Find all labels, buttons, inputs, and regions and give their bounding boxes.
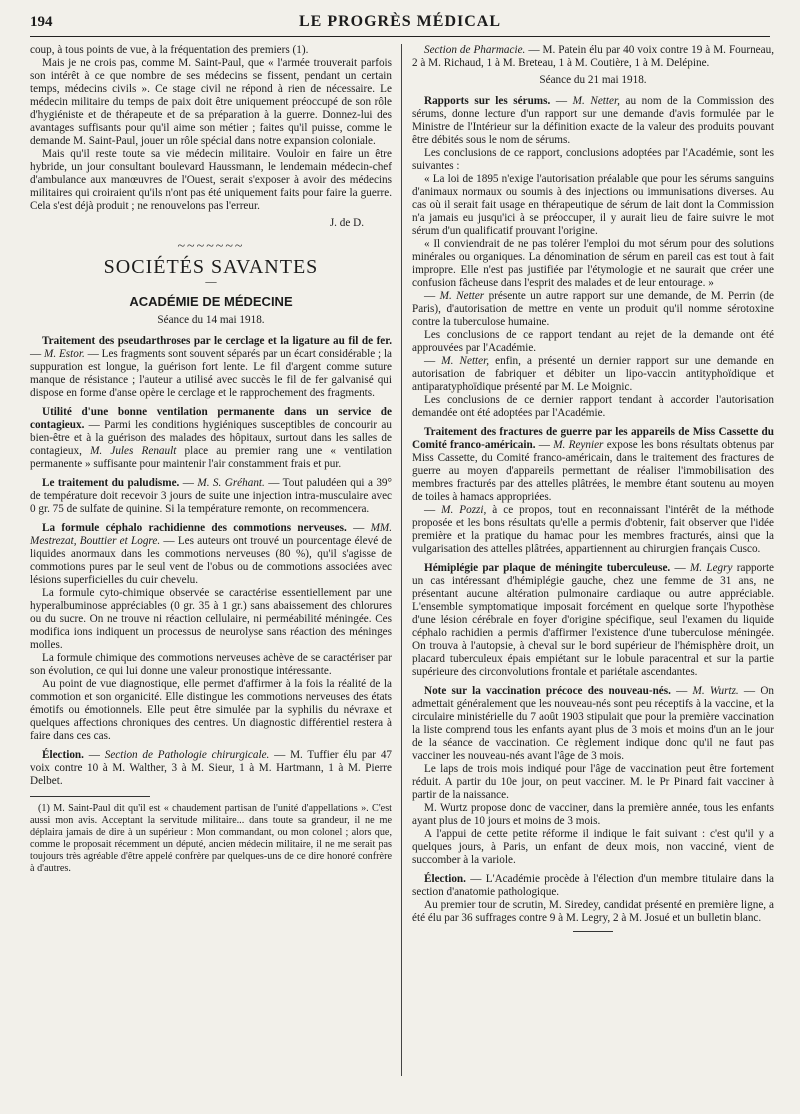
paragraph: Les conclusions de ce rapport tendant au rejet de la demande ont été approuvées par l'Académie. <box>412 329 774 354</box>
article-author: M. Estor. <box>44 348 85 360</box>
paragraph: A l'appui de cette petite réforme il indique le fait suivant : c'est qu'il y a quelques jours, à Paris, un enfant de deux mois, non vacciné, vient de succomber à la variole. <box>412 828 774 866</box>
article: Hémiplégie par plaque de méningite tuberculeuse. — M. Legry rapporte un cas intéressant d'hémiplégie gauche, chez une femme de 31 ans, ne présentant aucune altération pulmonaire cardiaque ou autre appréciable. L'ensemble symptomatique imposait forcément en quelque sorte l'hypothèse d'une lésion cérébrale en foyer d'origine spécifique, seul l'examen du liquide céphalo rachidien a permis d'affirmer l'existence d'une tuberculose méningée. On trouva à l'autopsie, à cheval sur le bord supérieur de l'hémisphère droit, un placard tuberculeux épais empiétant sur le lobule paracentral et sur la partie supérieure des circonvolutions frontale et pariétale ascendantes. <box>412 562 775 678</box>
article-text: Les fragments sont souvent séparés par un écart considérable ; la suppuration est longue, la guérison fort lente. Le fil d'argent comme suture manque de résistance ; l'auteur a utilisé avec succès le fil de fer galvanisé qui dispose en forme d'anse opère le cerclage et le rapprochement des fragments. <box>30 348 393 399</box>
article-text: Tout paludéen qui a 39° de température doit recevoir 3 jours de suite une injection intra-musculaire avec 0 gr. 75 de sulfate de quinine. Si la température remonte, on recommencera. <box>30 477 392 515</box>
article: Rapports sur les sérums. — M. Netter, au nom de la Commission des sérums, donne lecture d'un rapport sur une demande d'avis formulée par le Ministre de l'Intérieur sur la définition exacte de la valeur des produits pouvant être débités sous le nom de sérums. <box>412 95 775 146</box>
article-author: M. Legry <box>689 562 733 574</box>
article-text: Parmi les conditions hygiéniques susceptibles de concourir au bien-être et à la guérison des malades des hôpitaux, surtout dans les salles de contagieux, <box>30 419 392 457</box>
article-title: La formule céphalo rachidienne des commotions nerveuses. <box>42 522 347 534</box>
paragraph: Au premier tour de scrutin, M. Siredey, candidat présenté en première ligne, a été élu par 36 suffrages contre 9 à M. Legry, 2 à M. Josué et un bulletin blanc. <box>412 899 774 924</box>
paragraph: Mais je ne crois pas, comme M. Saint-Paul, que « l'armée trouverait parfois son intérêt à ce que nombre de ses médecins se fissent, pendant un certain temps, médecins civils ». Ce stage civil ne répond à rien de nécessaire. Le médecin militaire du temps de paix doit être uniquement préoccupé de son rôle d'hygiéniste et de thérapeute et de sa préparation à la guerre. Donnez-lui des avantages suffisants pour qu'il aime son métier ; faites qu'il puisse, comme le demande M. Saint-Paul, jouer un rôle spécial dans notre expansion coloniale. <box>30 57 392 147</box>
paragraph: « Il conviendrait de ne pas tolérer l'emploi du mot sérum pour des solutions minérales ou organiques. La dénomination de sérum en pareil cas est tout à fait impropre. Elle n'est pas justifiée par l'étymologie et ne saurait que créer une confusion fâcheuse dans l'esprit des malades et de leur entourage. » <box>412 238 774 289</box>
paragraph: coup, à tous points de vue, à la fréquentation des premiers (1). <box>30 44 309 56</box>
signature: J. de D. <box>329 217 364 229</box>
article-title: Traitement des pseudarthroses par le cerclage et la ligature au fil de fer. <box>42 335 392 347</box>
article-text: à ce propos, tout en reconnaissant l'intérêt de la méthode proposée et les bons résultats qu'elle a permis d'obtenir, fait observer que l'idée première et la pratique du hamac pour les membres fracturés, ainsi que la vulgarisation des attelles plâtrées, appartiennent au chirurgien français Cusco. <box>412 504 774 555</box>
article-text: rapporte un cas intéressant d'hémiplégie gauche, chez une femme de 31 ans, ne présentant aucune altération pulmonaire cardiaque ou autre appréciable. L'ensemble symptomatique imposait forcément en quelque sorte l'hypothèse d'une lésion cérébrale en foyer d'origine spécifique, seul l'examen du liquide céphalo rachidien a permis d'affirmer l'existence d'une tuberculose méningée. On trouva à l'autopsie, à cheval sur le bord supérieur de l'hémisphère droit, un placard tuberculeux épais empiétant sur le lobule paracentral et sur la partie supérieure des circonvolutions frontale et pariétale ascendantes. <box>412 562 775 678</box>
section-title: SOCIÉTÉS SAVANTES <box>103 256 319 278</box>
paragraph: Mais qu'il reste toute sa vie médecin militaire. Vouloir en faire un être hybride, un jour consultant boulevard Haussmann, le lendemain médecin-chef d'ambulance aux manœuvres de l'Ouest, serait s'exposer à avoir des médecins militaires qui croiraient qu'ils n'ont pas été uniquement faits pour faire la guerre. Cela s'est déjà produit ; ne renouvelons pas l'erreur. <box>30 148 392 212</box>
election: Élection. — L'Académie procède à l'élection d'un membre titulaire dans la section d'anatomie pathologique. <box>412 873 775 898</box>
election-label: Élection. <box>424 873 466 885</box>
ornament-divider: ~~~~~~~ <box>177 239 245 254</box>
article: — M. Netter présente un autre rapport sur une demande, de M. Perrin (de Paris), d'autorisation de mettre en vente un produit qu'il nomme sérotoxine contre la tuberculose humaine. <box>412 290 774 328</box>
article-author: MM. Mestrezat, Bouttier et Logre. <box>30 522 392 547</box>
left-column <box>30 44 392 875</box>
article-title: Hémiplégie par plaque de méningite tuberculeuse. <box>424 562 671 574</box>
column-divider <box>401 44 402 1076</box>
paragraph: La formule chimique des commotions nerveuses achève de se caractériser par son évolution, ce qui lui donne une valeur pronostique intéressante. <box>30 652 392 677</box>
election-text: M. Patein élu par 40 voix contre 19 à M. Fourneau, 2 à M. Richaud, 1 à M. Breteau, 1 à M. Coutière, 1 à M. Delépine. <box>412 44 775 69</box>
session-date: Séance du 21 mai 1918. <box>539 74 647 86</box>
article-author: M. S. Gréhant. <box>197 477 265 489</box>
article: Utilité d'une bonne ventilation permanente dans un service de contagieux. — Parmi les conditions hygiéniques susceptibles de concourir au bien-être et à la guérison des malades des hôpitaux, surtout dans les salles de contagieux, M. Jules Renault place au premier rang une « ventilation permanente » suffisante pour maintenir l'air constamment frais et pur. <box>30 406 393 470</box>
article-text: présente un autre rapport sur une demande, de M. Perrin (de Paris), d'autorisation de mettre en vente un produit qu'il nomme sérotoxine contre la tuberculose humaine. <box>412 290 774 328</box>
article-author: M. Pozzi, <box>441 504 487 516</box>
paragraph: « La loi de 1895 n'exige l'autorisation préalable que pour les sérums sanguins d'animaux normaux ou soumis à des injections ou immunisations diverses. Au cas où il serait fait usage en thérapeutique de sérum de lait dont la Commission n'a jamais eu jusqu'ici à se préoccuper, il y aurait lieu de faire suivre le mot sérum d'un qualificatif prouvant l'origine. <box>412 173 774 237</box>
article-author: M. Netter, <box>572 95 620 107</box>
election-label: Élection. <box>42 749 84 761</box>
article: Note sur la vaccination précoce des nouveau-nés. — M. Wurtz. — On admettait généralement que les nouveau-nés sont peu réceptifs à la vaccine, et la circulaire ministérielle du 7 août 1903 stipulait que pour la première vaccination la liste comprend tous les enfants ayant plus de 3 mois et moins d'un an le jour de la séance de vaccination. Ce règlement indique donc qu'il ne faut pas vacciner les nouveau-nés avant l'âge de 3 mois. <box>412 685 774 762</box>
article-title: Rapports sur les sérums. <box>424 95 551 107</box>
article: — M. Netter, enfin, a présenté un dernier rapport sur une demande en autorisation de fabriquer et débiter un lipo-vaccin antityphoïdique et antiparatyphoïdique présenté par M. Le Moignic. <box>412 355 775 393</box>
academy-title: ACADÉMIE DE MÉDECINE <box>129 294 293 309</box>
small-dash: — <box>205 276 217 288</box>
article-author: M. Jules Renault <box>90 445 177 457</box>
paragraph: Le laps de trois mois indiqué pour l'âge de vaccination peut être fortement réduit. A partir du 10e jour, on peut vacciner. M. le Pr Pinard fait vacciner à partir de la naissance. <box>412 763 774 801</box>
page-number: 194 <box>30 14 53 30</box>
article-text: enfin, a présenté un dernier rapport sur une demande en autorisation de fabriquer et débiter un lipo-vaccin antityphoïdique et antiparatyphoïdique présenté par M. Le Moignic. <box>412 355 775 393</box>
article-author: M. Netter, <box>441 355 490 367</box>
article-text: On admettait généralement que les nouveau-nés sont peu réceptifs à la vaccine, et la circulaire ministérielle du 7 août 1903 stipulait que pour la première vaccination la liste comprend tous les enfants ayant plus de 3 mois et moins d'un an le jour de la séance de vaccination. Ce règlement indique donc qu'il ne faut pas vacciner les nouveau-nés avant l'âge de 3 mois. <box>412 685 774 762</box>
article: Le traitement du paludisme. — M. S. Gréhant. — Tout paludéen qui a 39° de température doit recevoir 3 jours de suite une injection intra-musculaire avec 0 gr. 75 de sulfate de quinine. Si la température remonte, on recommencera. <box>30 477 392 515</box>
session-date: Séance du 14 mai 1918. <box>157 314 265 326</box>
article-title: Traitement des fractures de guerre par les appareils de Miss Cassette du Comité franco-américain. <box>412 426 774 451</box>
article-author: M. Reynier <box>553 439 604 451</box>
election: Élection. — Section de Pathologie chirurgicale. — M. Tuffier élu par 47 voix contre 10 à M. Walther, 3 à M. Sieur, 1 à M. Hartmann, 1 à M. Pierre Delbet. <box>30 749 393 787</box>
election-section: Section de Pathologie chirurgicale. <box>104 749 270 761</box>
article-author: M. Netter <box>439 290 485 302</box>
article-text: expose les bons résultats obtenus par Miss Cassette, du Comité franco-américain, dans le traitement des fractures de guerre au moyen d'appareils permettant de réaliser l'immobilisation des membres fracturés par des attelles plâtrées, le membre étant soutenu au moyen de toiles à hamacs appropriées. <box>412 439 775 503</box>
election-text: M. Tuffier élu par 47 voix contre 10 à M. Walther, 3 à M. Sieur, 1 à M. Hartmann, 1 à M. Pierre Delbet. <box>30 749 393 787</box>
footnote <box>30 803 392 875</box>
end-rule <box>573 931 613 932</box>
election-section: Section de Pharmacie. <box>424 44 526 56</box>
article: Traitement des fractures de guerre par les appareils de Miss Cassette du Comité franco-américain. — M. Reynier expose les bons résultats obtenus par Miss Cassette, du Comité franco-américain, dans le traitement des fractures de guerre au moyen d'appareils permettant de réaliser l'immobilisation des membres fracturés par des attelles plâtrées, le membre étant soutenu au moyen de toiles à hamacs appropriées. <box>412 426 775 503</box>
article: La formule céphalo rachidienne des commotions nerveuses. — MM. Mestrezat, Bouttier et Logre. — Les auteurs ont trouvé un pourcentage élevé de liquides anormaux dans les commotions nerveuses (80 %), qu'il s'agisse de commotions pures par le seul vent de l'obus ou de commotions associées avec lésions superficielles du cuir chevelu. <box>30 522 392 586</box>
election-text: L'Académie procède à l'élection d'un membre titulaire dans la section d'anatomie pathologique. <box>412 873 775 898</box>
journal-title: LE PROGRÈS MÉDICAL <box>298 13 502 30</box>
article-title: Le traitement du paludisme. <box>42 477 180 489</box>
footnote-text: (1) M. Saint-Paul dit qu'il est « chaudement partisan de l'unité d'appellations ». C'est aussi mon avis. Acceptant la servitude militaire... dans toute sa grandeur, il ne me déplaira jamais de dire à un supérieur : Mon commandant, ou mon colonel ; alors que, comme le proposait récemment un député, ancien médecin militaire, il ne me serait pas toujours très agréable d'être appelé confrère par quelques-uns de ce dire honoré confrère à d'autres. <box>30 803 392 874</box>
article-title: Note sur la vaccination précoce des nouveau-nés. <box>424 685 671 697</box>
paragraph: Au point de vue diagnostique, elle permet d'affirmer à la fois la réalité de la commotion et son organicité. Elle distingue les commotions nerveuses des états émotifs ou émotionnels. Elle peut être simulée par la syphilis du névraxe et quelques affections chroniques des centres. Un diagnostic différentiel restera à faire dans ces cas. <box>30 678 392 742</box>
right-column <box>412 44 774 932</box>
article: — M. Pozzi, à ce propos, tout en reconnaissant l'intérêt de la méthode proposée et les bons résultats qu'elle a permis d'obtenir, fait observer que l'idée première et la pratique du hamac pour les membres fracturés, ainsi que la vulgarisation des attelles plâtrées, appartiennent au chirurgien français Cusco. <box>412 504 774 555</box>
election: Section de Pharmacie. — M. Patein élu par 40 voix contre 19 à M. Fourneau, 2 à M. Richaud, 1 à M. Breteau, 1 à M. Coutière, 1 à M. Delépine. <box>412 44 775 69</box>
article-author: M. Wurtz. <box>692 685 739 697</box>
footnote-rule <box>30 796 150 797</box>
article-title: Utilité d'une bonne ventilation permanente dans un service de contagieux. <box>30 406 392 431</box>
paragraph: Les conclusions de ce dernier rapport tendant à accorder l'autorisation demandée ont été adoptées par l'Académie. <box>412 394 774 419</box>
header-rule <box>30 36 770 37</box>
article-text: Les auteurs ont trouvé un pourcentage élevé de liquides anormaux dans les commotions nerveuses (80 %), qu'il s'agisse de commotions pures par le seul vent de l'obus ou de commotions associées avec lésions superficielles du cuir chevelu. <box>30 535 392 586</box>
article: Traitement des pseudarthroses par le cerclage et la ligature au fil de fer. — M. Estor. — Les fragments sont souvent séparés par un écart considérable ; la suppuration est longue, la guérison fort lente. Le fil d'argent comme suture manque de résistance ; l'auteur a utilisé avec succès le fil de fer galvanisé qui dispose en forme d'anse opère le cerclage et le rapprochement des fragments. <box>30 335 393 399</box>
article-text: place au premier rang une « ventilation permanente » suffisante pour maintenir l'air constamment frais et pur. <box>30 445 393 470</box>
paragraph: Les conclusions de ce rapport, conclusions adoptées par l'Académie, sont les suivantes : <box>412 147 774 172</box>
paragraph: La formule cyto-chimique observée se caractérise essentiellement par une hyperalbuminose appréciables (0 gr. 35 à 1 gr.) sans abaissement des chlorures ou du sucre. On ne trouve ni réaction cellulaire, ni perméabilité méningée. Ces modifica ions indiquent un processus de neurolyse sans réaction des méninges molles. <box>30 587 392 651</box>
article-text: au nom de la Commission des sérums, donne lecture d'un rapport sur une demande d'avis formulée par le Ministre de l'Intérieur sur la définition exacte de la valeur des produits pouvant être débités sous le nom de sérums. <box>412 95 775 146</box>
paragraph: M. Wurtz propose donc de vacciner, dans la première année, tous les enfants ayant plus de 10 jours et moins de 3 mois. <box>412 802 774 827</box>
page-header <box>30 10 770 34</box>
